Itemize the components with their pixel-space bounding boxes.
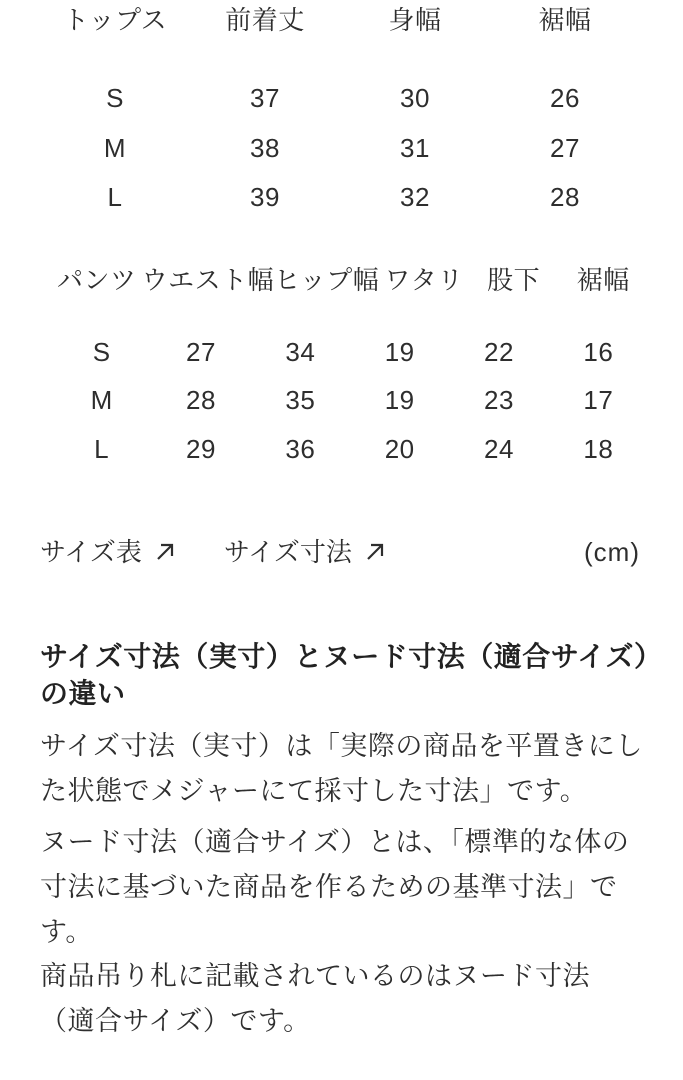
paragraph-line: 寸法に基づいた商品を作るための基準寸法」で xyxy=(40,872,618,902)
measurement-value: 20 xyxy=(384,434,415,464)
size-label: L xyxy=(107,182,123,212)
pants-row-s xyxy=(52,336,648,368)
paragraph-size-measurement xyxy=(40,724,655,814)
arrow-up-right-icon xyxy=(154,541,176,563)
heading-line: の違い xyxy=(40,678,126,709)
measurement-value: 37 xyxy=(250,83,280,113)
measurement-value: 16 xyxy=(583,337,614,367)
size-measure-link-label: サイズ寸法 xyxy=(223,537,352,567)
unit-label: (cm) xyxy=(584,537,640,567)
measurement-value: 24 xyxy=(484,434,514,464)
arrow-up-right-icon xyxy=(364,541,386,563)
column-header-inseam: 股下 xyxy=(487,265,541,295)
pants-header-row xyxy=(52,264,648,296)
pants-row-l xyxy=(52,433,648,465)
measurement-value: 22 xyxy=(484,337,514,367)
measurement-value: 29 xyxy=(186,434,216,464)
measurement-value: 38 xyxy=(250,133,280,163)
measurement-value: 26 xyxy=(550,83,580,113)
measurement-value: 19 xyxy=(384,385,415,415)
size-label: M xyxy=(103,133,127,163)
size-label: S xyxy=(106,83,124,113)
paragraph-line: 商品吊り札に記載されているのはヌード寸法 xyxy=(40,961,590,991)
column-header-waist-width: ウエスト幅 xyxy=(141,265,275,295)
measurement-value: 35 xyxy=(285,385,316,415)
measurement-value: 28 xyxy=(550,182,580,212)
column-header-body-width: 身幅 xyxy=(388,5,442,35)
paragraph-line: す。 xyxy=(40,917,93,947)
measurement-value: 27 xyxy=(550,133,580,163)
measurement-value: 28 xyxy=(186,385,216,415)
size-measure-link[interactable] xyxy=(224,534,386,570)
size-chart-link[interactable] xyxy=(40,534,176,570)
column-header-hem-width: 裾幅 xyxy=(538,5,592,35)
pants-row-m xyxy=(52,384,648,416)
column-header-hip-width: ヒップ幅 xyxy=(274,265,380,295)
size-links-row xyxy=(40,534,643,570)
size-label: S xyxy=(92,337,111,367)
section-heading xyxy=(40,638,663,712)
paragraph-line: サイズ寸法（実寸）は「実際の商品を平置きにし xyxy=(40,731,643,761)
measurement-value: 17 xyxy=(583,385,614,415)
size-label: M xyxy=(90,385,113,415)
tops-row-l xyxy=(40,181,640,213)
pants-table-title: パンツ xyxy=(57,265,137,295)
paragraph-line: た状態でメジャーにて採寸した寸法」です。 xyxy=(40,776,588,806)
measurement-value: 19 xyxy=(384,337,415,367)
tops-header-row xyxy=(40,4,640,36)
tops-row-m xyxy=(40,132,640,164)
measurement-value: 27 xyxy=(186,337,216,367)
measurement-value: 23 xyxy=(484,385,514,415)
measurement-value: 30 xyxy=(400,83,430,113)
size-chart-link-label: サイズ表 xyxy=(40,537,142,567)
column-header-hem-width: 裾幅 xyxy=(576,265,630,295)
measurement-value: 34 xyxy=(285,337,316,367)
heading-line: サイズ寸法（実寸）とヌード寸法（適合サイズ） xyxy=(40,641,663,672)
measurement-value: 18 xyxy=(583,434,614,464)
measurement-value: 36 xyxy=(285,434,316,464)
paragraph-line: ヌード寸法（適合サイズ）とは、「標準的な体の xyxy=(40,827,630,857)
paragraph-tag-note xyxy=(40,954,655,1044)
paragraph-nude-measurement xyxy=(40,820,655,955)
tops-table-title: トップス xyxy=(62,5,168,35)
measurement-value: 39 xyxy=(250,182,280,212)
paragraph-line: （適合サイズ）です。 xyxy=(40,1006,311,1036)
column-header-front-length: 前着丈 xyxy=(225,5,305,35)
size-label: L xyxy=(94,434,110,464)
tops-row-s xyxy=(40,82,640,114)
column-header-thigh-width: ワタリ xyxy=(384,265,464,295)
measurement-value: 31 xyxy=(400,133,430,163)
measurement-value: 32 xyxy=(400,182,430,212)
